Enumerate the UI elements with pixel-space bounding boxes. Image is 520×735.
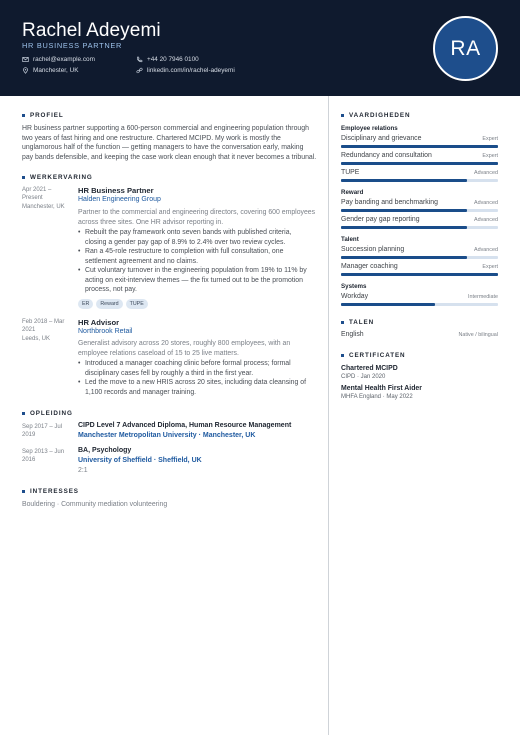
skill-level-bar	[341, 162, 498, 165]
skill-level: Advanced	[474, 217, 498, 223]
candidate-name: Rachel Adeyemi	[22, 20, 161, 41]
heading-marker	[22, 490, 25, 493]
achievement-item: • Cut voluntary turnover in the engineering population from 19% to 11% by acting on exit-interview themes — the fix turned out to be the promotion process, not pay.	[78, 266, 323, 295]
job-1-summary	[78, 208, 315, 227]
job-2-summary	[78, 339, 290, 358]
skill-name: Disciplinary and grievance	[341, 135, 422, 142]
skill-level-fill	[341, 273, 498, 276]
phone-text: +44 20 7946 0100	[147, 56, 199, 63]
summary-line: Partner to the commercial and engineering directors, covering 600 employees	[78, 209, 316, 216]
heading-marker	[22, 412, 25, 415]
achievement-item: • Ran a 45-role restructure to completion with full consultation, one settlement agreement and no claims.	[78, 247, 323, 266]
link-icon	[136, 67, 143, 74]
skill-level: Expert	[482, 136, 498, 142]
skill-level-fill	[341, 226, 467, 229]
skill-level-bar	[341, 273, 498, 276]
heading-label: WERKERVARING	[30, 174, 93, 181]
email-text: rachel@example.com	[33, 56, 95, 63]
edu-2-title: BA, Psychology	[78, 447, 132, 454]
edu-2-institution[interactable]: University of Sheffield · Sheffield, UK	[78, 457, 202, 464]
heading-label: INTERESSES	[30, 488, 79, 495]
skill-group-heading: Talent	[341, 236, 359, 243]
profile-line: unglamorous half of the function — getting managers to have the conversation early, making	[22, 144, 304, 151]
skill-level-bar	[341, 179, 498, 182]
job-2-meta	[22, 318, 77, 343]
skill-level: Advanced	[474, 200, 498, 206]
certificate-meta: CIPD · Jan 2020	[341, 374, 386, 380]
job-location: Manchester, UK	[22, 203, 65, 210]
contact-linkedin[interactable]	[136, 67, 235, 74]
location-text: Manchester, UK	[33, 67, 79, 74]
mail-icon	[22, 56, 29, 63]
job-dates: 2021	[22, 327, 36, 334]
job-dates: Feb 2018 – Mar	[22, 319, 65, 325]
skill-level: Advanced	[474, 247, 498, 253]
job-1-company[interactable]: Halden Engineering Group	[78, 196, 161, 203]
skill-level-bar	[341, 256, 498, 259]
heading-marker	[341, 321, 344, 324]
job-1-achievements	[78, 228, 323, 295]
profile-line: pay bands defensible, and keeping the case work clean enough that it never becomes a tribunal.	[22, 153, 317, 161]
resume-header	[0, 0, 520, 96]
profile-line: HR business partner supporting a 600-person commercial and engineering population through	[22, 125, 309, 132]
skill-level: Expert	[482, 264, 498, 270]
skill-name: Manager coaching	[341, 263, 398, 270]
skill-level-bar	[341, 145, 498, 148]
edu-2-dates: Sep 2013 – Jun 2016	[22, 449, 65, 464]
skill-name: Workday	[341, 293, 369, 300]
achievement-item: • Led the move to a new HRIS across 20 sites, including data cleansing of 1,100 records and manager training.	[78, 378, 323, 397]
skill-level-fill	[341, 303, 435, 306]
location-pin-icon	[22, 67, 29, 74]
job-2-achievements	[78, 359, 323, 397]
job-dates: Apr 2021 –	[22, 187, 52, 193]
edu-1-dates: Sep 2017 – Jul 2019	[22, 424, 63, 439]
job-location: Leeds, UK	[22, 335, 51, 342]
section-heading-profile	[22, 112, 64, 119]
summary-line: across three sites. One HR advisor reporting in.	[78, 218, 224, 226]
heading-marker	[341, 114, 344, 117]
edu-2-grade: 2:1	[78, 467, 88, 474]
skill-name: Redundancy and consultation	[341, 152, 432, 159]
candidate-role: HR BUSINESS PARTNER	[22, 41, 123, 50]
heading-marker	[22, 114, 25, 117]
phone-icon	[136, 56, 143, 63]
heading-marker	[22, 176, 25, 179]
skill-tag: ER	[78, 299, 93, 309]
summary-line: employee relations caseload of 15 to 25 live matters.	[78, 349, 239, 357]
skill-level: Advanced	[474, 170, 498, 176]
skill-level: Expert	[482, 153, 498, 159]
edu-1-title: CIPD Level 7 Advanced Diploma, Human Resource Management	[78, 422, 292, 429]
skill-name: Pay banding and benchmarking	[341, 199, 438, 206]
contact-phone[interactable]	[136, 56, 199, 63]
skill-level: Intermediate	[468, 294, 498, 300]
contact-email[interactable]	[22, 56, 95, 63]
section-heading-languages	[341, 319, 374, 326]
skill-tag: TUPE	[126, 299, 148, 309]
language-level: Native / bilingual	[458, 332, 498, 338]
profile-line: two years of fast hiring and one restructure. Chartered MCIPD. My work is mostly the	[22, 134, 281, 142]
interests-text: Bouldering · Community mediation volunteering	[22, 501, 168, 508]
job-2-title: HR Advisor	[78, 318, 120, 327]
skill-level-bar	[341, 226, 498, 229]
skill-level-fill	[341, 162, 498, 165]
skill-name: Succession planning	[341, 246, 405, 253]
avatar: RA	[433, 16, 498, 81]
skill-level-fill	[341, 145, 498, 148]
certificate-meta: MHFA England · May 2022	[341, 394, 413, 400]
achievement-item: • Rebuilt the pay framework onto seven bands with published criteria, closing a gender pay gap of 8.9% to 2.4% over two review cycles.	[78, 228, 323, 247]
skill-level-bar	[341, 209, 498, 212]
summary-line: Generalist advisory across 20 stores, roughly 800 employees, with an	[78, 340, 291, 347]
job-1-meta	[22, 186, 77, 211]
column-divider	[328, 96, 329, 735]
job-dates: Present	[22, 195, 43, 202]
edu-1-institution[interactable]: Manchester Metropolitan University · Manchester, UK	[78, 432, 256, 439]
contact-location	[22, 67, 78, 74]
heading-label: TALEN	[349, 319, 375, 326]
skill-level-fill	[341, 209, 467, 212]
skill-group-heading: Reward	[341, 189, 364, 196]
skill-group-heading: Systems	[341, 283, 367, 290]
section-heading-education	[22, 410, 73, 417]
skill-name: TUPE	[341, 169, 360, 176]
section-heading-experience	[22, 174, 93, 181]
certificate-title: Mental Health First Aider	[341, 385, 422, 392]
section-heading-skills	[341, 112, 410, 119]
heading-label: OPLEIDING	[30, 410, 73, 417]
profile-summary	[22, 124, 322, 162]
job-1-title: HR Business Partner	[78, 186, 154, 195]
certificate-title: Chartered MCIPD	[341, 365, 398, 372]
skill-group-heading: Employee relations	[341, 125, 398, 132]
skill-level-bar	[341, 303, 498, 306]
linkedin-text: linkedin.com/in/rachel-adeyemi	[147, 67, 235, 74]
heading-label: PROFIEL	[30, 112, 64, 119]
achievement-item: • Introduced a manager coaching clinic before formal process; formal disciplinary cases fell by roughly a third in the first year.	[78, 359, 323, 378]
section-heading-interests	[22, 488, 79, 495]
section-heading-certificates	[341, 352, 406, 359]
heading-label: CERTIFICATEN	[349, 352, 406, 359]
language-name: English	[341, 331, 364, 338]
skill-level-fill	[341, 256, 467, 259]
job-1-tags	[78, 299, 148, 309]
skill-tag: Reward	[96, 299, 122, 309]
heading-marker	[341, 354, 344, 357]
skill-level-fill	[341, 179, 467, 182]
skill-name: Gender pay gap reporting	[341, 216, 420, 223]
heading-label: VAARDIGHEDEN	[349, 112, 411, 119]
job-2-company[interactable]: Northbrook Retail	[78, 328, 133, 335]
